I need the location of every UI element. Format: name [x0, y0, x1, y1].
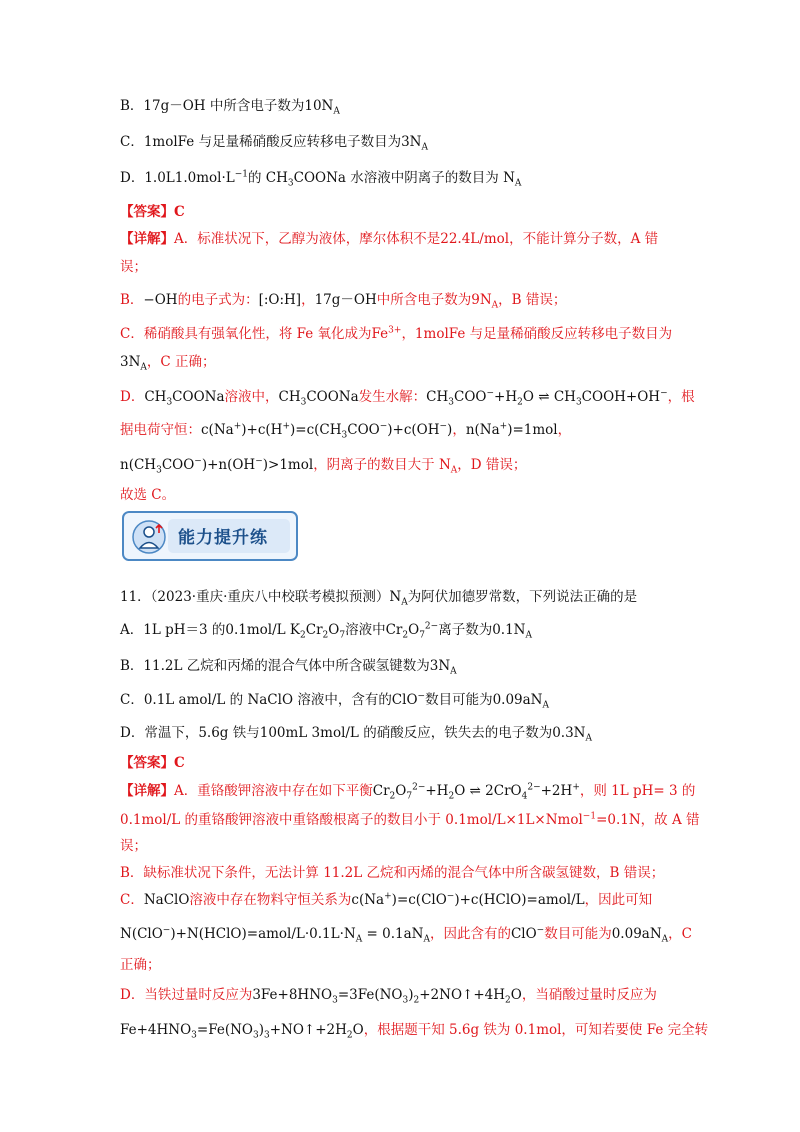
text-run: A	[450, 666, 457, 677]
text-run: A．重铬酸钾溶液中存在如下平衡	[174, 783, 373, 799]
text-line-ans2	[120, 753, 690, 773]
text-run: 3	[191, 1030, 197, 1041]
text-run: D．当铁过量时反应为	[120, 987, 253, 1003]
text-run: C．稀硝酸具有强氧化性，将 Fe 氧化成为Fe	[120, 326, 389, 342]
text-run: C．1molFe 与足量稀硝酸反应转移电子数目为3N	[120, 134, 422, 150]
text-run: 【答案】C	[120, 755, 185, 771]
text-run: A	[450, 465, 458, 476]
text-run: )+c(H	[241, 422, 283, 438]
text-run: A	[491, 300, 499, 311]
text-run: −1	[234, 169, 249, 180]
text-run: +	[572, 782, 580, 793]
text-run: −	[660, 388, 668, 399]
text-run: 7	[339, 630, 346, 641]
text-run: 3	[287, 178, 294, 189]
text-run: = 0.1aN	[362, 926, 424, 942]
text-run: 3	[264, 1030, 270, 1041]
text-run: 2−	[527, 782, 541, 793]
section-banner	[122, 511, 298, 561]
text-run: 2	[346, 1030, 353, 1041]
text-run: +NO↑+2H	[269, 1022, 347, 1038]
text-run: )+c(HClO)=amol/L	[454, 892, 585, 908]
text-run: A	[355, 934, 363, 945]
text-line-a11	[120, 620, 690, 640]
text-run: 2−	[412, 782, 426, 793]
text-line-y6	[120, 924, 690, 944]
text-line-b11	[120, 656, 690, 676]
text-run: 发生水解：	[358, 389, 427, 405]
text-run: N(ClO	[120, 926, 163, 942]
text-run: 2	[402, 630, 409, 641]
text-run: 离子数为0.1N	[438, 622, 526, 638]
text-run: 3	[448, 397, 455, 408]
text-run: 据电荷守恒：	[120, 422, 201, 438]
text-run: ClO	[510, 926, 537, 942]
text-run: n(CH	[120, 457, 157, 473]
banner-title: 能力提升练	[178, 528, 268, 548]
text-run: −1	[582, 811, 597, 822]
text-run: ，B 错误；	[498, 292, 567, 308]
text-line-c11	[120, 690, 690, 710]
text-run: c(Na	[351, 892, 385, 908]
text-run: ，根	[667, 389, 695, 405]
text-run: )=c(ClO	[391, 892, 447, 908]
text-run: 7	[406, 791, 413, 802]
text-run: +2NO↑+4H	[419, 987, 506, 1003]
text-line-d1	[120, 168, 690, 188]
text-run: CH	[426, 389, 449, 405]
text-run: c(Na	[201, 422, 234, 438]
text-run: 误；	[120, 259, 147, 275]
text-run: =3Fe(NO	[337, 987, 403, 1003]
text-run: ，C	[668, 926, 692, 942]
text-run: B．	[120, 292, 144, 308]
text-run: A．1L pH＝3 的0.1mol/L K	[120, 622, 300, 638]
text-run: A	[333, 106, 340, 117]
text-run: 数目可能为	[544, 926, 612, 942]
text-run: −	[194, 456, 202, 467]
text-run: 11．（2023·重庆·重庆八中校联考模拟预测）N	[120, 589, 402, 605]
text-run: D．常温下，5.6g 铁与100mL 3mol/L 的硝酸反应，铁失去的电子数为0.3N	[120, 725, 586, 741]
text-line-x1f	[120, 387, 695, 408]
text-line-d11	[120, 723, 690, 743]
text-run: C．0.1L amol/L 的 NaClO 溶液中，含有的ClO	[120, 692, 418, 708]
text-run: 2	[322, 630, 329, 641]
text-run: 正确；	[120, 957, 161, 973]
text-run: +	[384, 891, 392, 902]
text-run: O	[328, 622, 340, 638]
text-run: ，D 错误；	[457, 457, 527, 473]
text-run: 2	[389, 791, 396, 802]
text-run: −	[536, 925, 545, 936]
text-run: +	[282, 421, 290, 432]
text-run: Cr	[372, 783, 390, 799]
text-line-ans1	[120, 202, 690, 222]
text-run: n(Na	[465, 422, 500, 438]
text-run: A	[542, 700, 549, 711]
text-run: O	[395, 783, 407, 799]
text-line-c1	[120, 132, 690, 152]
text-line-x1b	[120, 257, 690, 277]
text-run: −	[439, 421, 448, 432]
text-run: ，	[557, 422, 572, 438]
scientist-icon	[130, 517, 168, 557]
text-run: COONa	[172, 389, 225, 405]
text-run: )	[258, 1022, 264, 1038]
text-run: )>1mol	[262, 457, 314, 473]
text-run: 【答案】C	[120, 204, 185, 220]
text-run: )=c(CH	[289, 422, 342, 438]
text-run: 3	[341, 430, 348, 441]
text-run: 3	[166, 397, 173, 408]
text-run: 7	[419, 630, 425, 641]
text-run: ，1molFe 与足量稀硝酸反应转移电子数目为	[401, 326, 673, 342]
text-run: 故选 C。	[120, 487, 176, 503]
text-run: A	[421, 142, 428, 153]
text-run: =0.1N，故 A 错	[596, 812, 700, 828]
text-run: 3	[332, 995, 338, 1006]
text-line-y3	[120, 836, 690, 856]
text-line-q11	[120, 587, 690, 607]
text-run: 【详解】	[120, 783, 174, 799]
text-run: ，	[301, 292, 315, 308]
text-line-x1c	[120, 290, 690, 310]
text-run: 2	[505, 995, 511, 1006]
text-run: 3+	[388, 325, 402, 336]
text-run: A	[525, 630, 532, 641]
text-line-x1e	[120, 352, 690, 372]
text-run: 3	[300, 397, 307, 408]
text-run: O ⇌ 2CrO	[454, 783, 522, 799]
text-run: O	[352, 1022, 364, 1038]
text-run: COONa	[306, 389, 359, 405]
text-run: )+c(OH	[387, 422, 440, 438]
text-run: ，根据题干知 5.6g 铁为 0.1mol，可知若要使 Fe 完全转	[363, 1022, 709, 1038]
text-run: −	[162, 925, 171, 936]
text-run: A	[514, 178, 522, 189]
text-run: ，因此可知	[584, 892, 653, 908]
text-run: −OH	[143, 292, 178, 308]
text-run: COOH+OH	[581, 389, 661, 405]
text-run: 17g－OH	[314, 292, 377, 308]
text-run: +	[499, 421, 508, 432]
text-run: A	[140, 362, 147, 373]
text-run: CH	[278, 389, 301, 405]
text-run: 的 CH	[248, 170, 288, 186]
text-run: A	[661, 934, 669, 945]
text-run: −	[255, 456, 263, 467]
text-run: O	[510, 987, 522, 1003]
text-run: 2−	[424, 621, 439, 632]
text-run: O ⇌ CH	[522, 389, 576, 405]
text-line-x1g	[120, 420, 690, 440]
text-run: 溶液中，	[224, 389, 279, 405]
text-run: 3	[575, 397, 582, 408]
text-line-x1a	[120, 229, 690, 249]
text-run: 的电子式为：	[177, 292, 259, 308]
text-line-y7	[120, 955, 690, 975]
text-run: C．	[120, 892, 144, 908]
text-run: ，则 1L pH= 3 的	[579, 783, 696, 799]
text-run: −	[486, 388, 495, 399]
text-run: 为阿伏加德罗常数，下列说法正确的是	[407, 589, 638, 605]
text-run: 溶液中Cr	[345, 622, 403, 638]
text-run: 2	[300, 630, 306, 641]
text-run: −	[446, 891, 455, 902]
text-run: 0.1mol/L 的重铬酸钾溶液中重铬酸根离子的数目小于 0.1mol/L×1L×Nmol	[120, 812, 583, 828]
text-run: B．17g－OH 中所含电子数为10N	[120, 98, 334, 114]
text-run: −	[417, 691, 426, 702]
text-run: )	[408, 987, 414, 1003]
text-run: +H	[494, 389, 518, 405]
text-run: Cr	[305, 622, 323, 638]
text-run: D．	[120, 389, 145, 405]
text-run: ，阴离子的数目大于 N	[313, 457, 451, 473]
text-line-y5	[120, 890, 690, 910]
text-run: 中所含电子数为9N	[376, 292, 492, 308]
text-line-y4	[120, 863, 690, 883]
text-line-b1	[120, 96, 690, 116]
text-run: 误；	[120, 838, 147, 854]
text-run: 0.09aN	[611, 926, 662, 942]
text-line-y2	[120, 810, 700, 830]
text-run: +	[233, 421, 242, 432]
text-line-y8	[120, 985, 690, 1005]
text-run: )+n(OH	[201, 457, 256, 473]
text-line-y9	[120, 1020, 709, 1041]
text-run: 3	[402, 995, 409, 1006]
text-run: 3	[252, 1030, 259, 1041]
text-run: +2H	[540, 783, 573, 799]
text-run: COONa 水溶液中阴离子的数目为 N	[293, 170, 515, 186]
text-run: )=1mol	[507, 422, 558, 438]
text-run: 3N	[120, 354, 141, 370]
text-run: 4	[521, 791, 528, 802]
text-run: 3Fe+8HNO	[252, 987, 333, 1003]
text-run: CH	[144, 389, 167, 405]
text-line-x1i	[120, 485, 690, 505]
text-run: ，因此含有的	[429, 926, 511, 942]
text-run: COO	[347, 422, 380, 438]
text-run: ，C 正确；	[146, 354, 216, 370]
text-run: ，当硝酸过量时反应为	[521, 987, 657, 1003]
text-run: NaClO	[143, 892, 190, 908]
text-run: ，	[452, 422, 466, 438]
text-run: A．标准状况下，乙醇为液体，摩尔体积不是22.4L/mol，不能计算分子数，A 错	[174, 231, 659, 247]
text-run: )+N(HClO)=amol/L·0.1L·N	[170, 926, 356, 942]
text-line-y1	[120, 781, 696, 802]
text-run: 2	[517, 397, 523, 408]
text-run: 2	[448, 791, 455, 802]
text-run: Fe+4HNO	[120, 1022, 192, 1038]
text-run: 数目可能为0.09aN	[425, 692, 543, 708]
text-run: =Fe(NO	[196, 1022, 253, 1038]
text-line-x1d	[120, 324, 690, 344]
text-run: B．缺标准状况下条件，无法计算 11.2L 乙烷和丙烯的混合气体中所含碳氢键数，B 错误；	[120, 865, 665, 881]
text-run: A	[423, 934, 430, 945]
text-run: B．11.2L 乙烷和丙烯的混合气体中所含碳氢键数为3N	[120, 658, 451, 674]
text-run: D．1.0L1.0mol·L	[120, 170, 235, 186]
text-run: A	[401, 597, 408, 608]
text-run: 【详解】	[120, 231, 174, 247]
text-run: 2	[413, 995, 420, 1006]
text-run: A	[585, 733, 592, 744]
text-run: 3	[156, 465, 162, 476]
text-run: 溶液中存在物料守恒关系为	[189, 892, 352, 908]
text-run: −	[379, 421, 388, 432]
text-run: +H	[425, 783, 449, 799]
text-run: )	[447, 422, 453, 438]
text-run: O	[408, 622, 420, 638]
text-run: COO	[161, 457, 195, 473]
text-run: COO	[454, 389, 487, 405]
text-run: [:O:H]	[258, 292, 302, 308]
text-line-x1h	[120, 455, 690, 475]
